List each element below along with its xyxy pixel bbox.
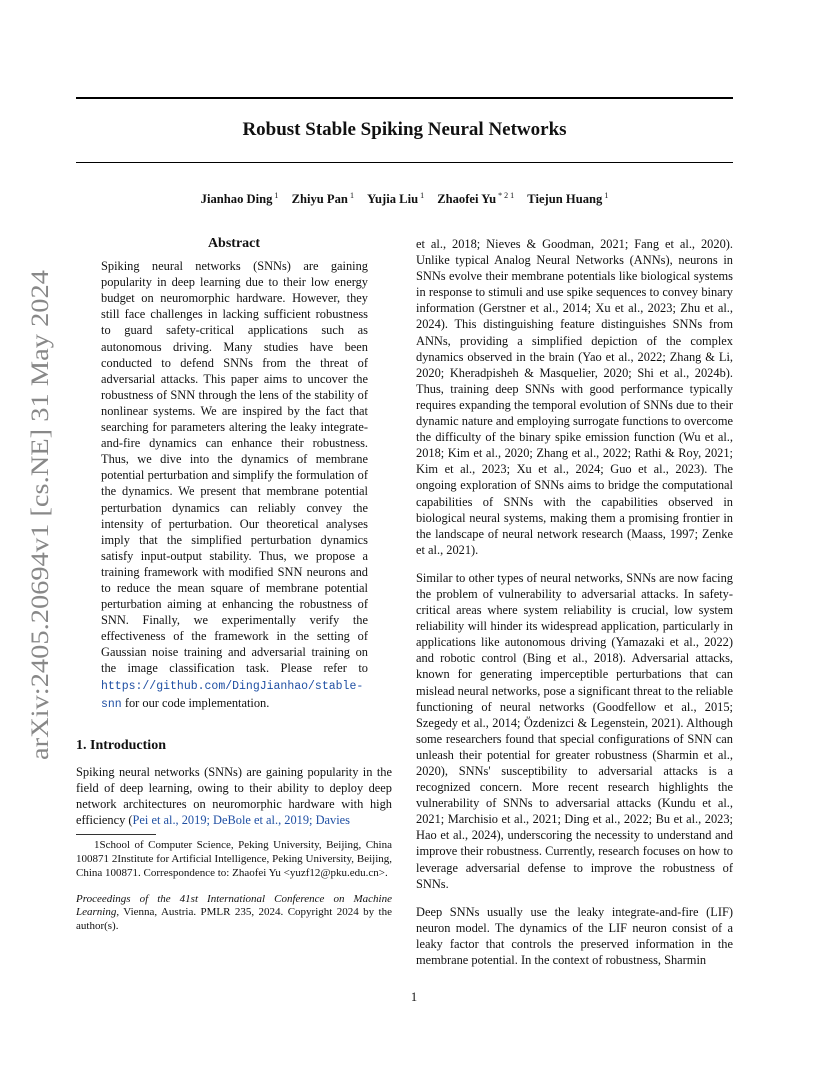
author-list: [76, 191, 733, 207]
intro-text: Spiking neural networks (SNNs) are gaining popularity in the field of deep learning, owing to their ability to deploy deep network architectures on neuromorphic hardware with high efficiency (: [76, 764, 392, 828]
footnote-divider: [76, 834, 156, 835]
author: [367, 192, 424, 206]
abstract-heading: Abstract: [207, 236, 261, 251]
code-repository-link[interactable]: https://github.com/DingJianhao/stable-snn: [101, 679, 364, 711]
author-name: Yujia Liu: [367, 192, 419, 207]
author: [437, 192, 514, 206]
author: [292, 192, 354, 206]
author-name: Tiejun Huang: [527, 192, 603, 207]
proceedings-details: , Vienna, Austria. PMLR 235, 2024. Copyright 2024 by the author(s).: [76, 906, 392, 933]
abstract-paragraph: [101, 258, 368, 713]
intro-citations[interactable]: Pei et al., 2019; DeBole et al., 2019; Davies: [132, 813, 351, 828]
arxiv-stamp-text: arXiv:2405.20694v1 [cs.NE] 31 May 2024: [27, 329, 54, 760]
introduction-heading: 1. Introduction: [76, 737, 166, 753]
author-affiliation: 1: [420, 191, 425, 200]
title-rule-bottom: [76, 162, 733, 163]
author-name: Jianhao Ding: [200, 192, 273, 207]
intro-paragraph-robustness: Similar to other types of neural networks, SNNs are now facing the problem of vulnerability to adversarial attacks. In safety-critical areas where system reliability is crucial, low system reliability will hinder its widespread application, particularly in applications like autonomous driving (Yamazaki et al., 2022) and robotic control (Bing et al., 2018). Adversarial attacks, known for generating imperceptible perturbations that can mislead neural networks, pose a significant threat to the reliable functioning of neural networks (Goodfellow et al., 2015; Szegedy et al., 2014; Özdenizci & Legenstein, 2021). Although some researchers found that special configurations of SNN can unleash their potential for greater robustness (Sharmin et al., 2020), SNNs' susceptibility to adversarial attacks is a recognized concern. More recent research highlights the vulnerability of SNNs to adversarial attacks (Kundu et al., 2021; Marchisio et al., 2021; Ding et al., 2022; Bu et al., 2023; Hao et al., 2024), underscoring the necessity to understand and improve their robustness. Currently, research focuses on how to leverage adversarial defense to improve the robustness of SNNs.: [416, 570, 733, 891]
right-column: [416, 236, 733, 980]
intro-paragraph-lif: Deep SNNs usually use the leaky integrate-and-fire (LIF) neuron model. The dynamics of the LIF neuron consist of a leaky factor that controls the preserved information in the membrane potential. In the context of robustness, Sharmin: [416, 904, 733, 968]
proceedings-footnote: [76, 893, 392, 934]
abstract-body: [101, 258, 368, 713]
author-affiliation: 1: [274, 191, 279, 200]
page-number: 1: [410, 990, 418, 1004]
intro-paragraph-continued: et al., 2018; Nieves & Goodman, 2021; Fang et al., 2020). Unlike typical Analog Neural Networks (ANNs), neurons in SNNs evolve their membrane potentials like biological systems in response to stimuli and use spike sequences to convey binary information (Gerstner et al., 2014; Xu et al., 2023; Zhu et al., 2024). This distinguishing feature distinguishes SNNs from ANNs, providing a simplified depiction of the complex dynamics observed in the brain (Yao et al., 2022; Zhang & Li, 2020; Kheradpisheh & Masquelier, 2020; Shi et al., 2024b). Thus, training deep SNNs with good performance typically requires expanding the temporal evolution of SNNs due to their dynamic nature and employing surrogate functions to overcome the difficulty of the binary spike emission function (Wu et al., 2018; Kim et al., 2020; Zhang et al., 2022; Rathi & Roy, 2021; Kim et al., 2023; Xu et al., 2024; Guo et al., 2023). The ongoing exploration of SNNs aims to bridge the computational capabilities of SNNs with the capabilities observed in biological neural systems, making them a promising frontier in the landscape of neural network research (Maass, 1997; Zenke et al., 2021).: [416, 237, 733, 557]
introduction-body: [76, 764, 392, 828]
author-name: Zhiyu Pan: [291, 192, 348, 207]
proceedings-venue: Proceedings of the 41st International Conference on Machine Learning: [76, 892, 392, 919]
abstract-text: Spiking neural networks (SNNs) are gaining popularity in deep learning due to their low energy budget on neuromorphic hardware. However, they still face challenges in lacking sufficient robustness to guard safety-critical applications such as autonomous driving. Many studies have been conducted to defend SNNs from the threat of adversarial attacks. This paper aims to uncover the robustness of SNN through the lens of the stability of nonlinear systems. We are inspired by the fact that searching for parameters altering the leaky integrate-and-fire dynamics can enhance their robustness. Thus, we dive into the dynamics of membrane potential perturbation and simplify the formulation of the dynamics. We present that membrane potential perturbation dynamics can reliably convey the intensity of perturbation. Our theoretical analyses imply that the simplified perturbation dynamics satisfy input-output stability. Thus, we propose a training framework with modified SNN neurons and to reduce the mean square of membrane potential perturbation aiming at enhancing the robustness of SNN. Finally, we experimentally verify the effectiveness of the framework in the setting of Gaussian noise training and adversarial training on the image classification task. Please refer to: [101, 259, 368, 676]
title-rule-top: [76, 97, 733, 99]
abstract-tail: for our code implementation.: [124, 695, 270, 710]
footnotes: [76, 839, 392, 934]
paper-title: Robust Stable Spiking Neural Networks: [242, 119, 567, 140]
arxiv-stamp-svg: [8, 260, 62, 780]
intro-paragraph: [76, 764, 392, 828]
author: [527, 192, 608, 206]
affiliation-footnote: 1School of Computer Science, Peking University, Beijing, China 100871 2Institute for Artificial Intelligence, Peking University, Beijing, China 100871. Correspondence to: Zhaofei Yu <yuzf12@pku.edu.cn>.: [76, 839, 392, 879]
author-affiliation: * 2 1: [498, 191, 515, 200]
arxiv-identifier-stamp: [8, 260, 62, 780]
left-column: [76, 236, 392, 946]
author-affiliation: 1: [604, 191, 609, 200]
author-affiliation: 1: [349, 191, 354, 200]
author: [201, 192, 279, 206]
author-name: Zhaofei Yu: [437, 192, 497, 207]
